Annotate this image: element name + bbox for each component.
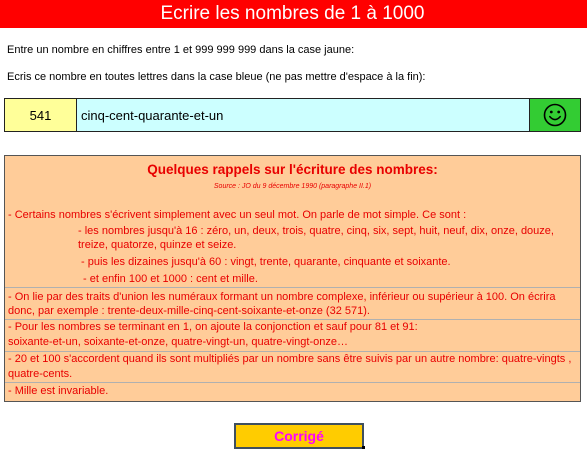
rappel-line: - les nombres jusqu'à 16 : zéro, un, deux, trois, quatre, cinq, six, sept, huit, neuf, dix, onze, douze, <box>78 225 554 237</box>
rappel-divider <box>5 287 580 288</box>
rappels-title: Quelques rappels sur l'écriture des nombres: <box>147 162 438 177</box>
rappel-line: - puis les dizaines jusqu'à 60 : vingt, trente, quarante, cinquante et soixante. <box>81 256 451 268</box>
rappel-line: - Pour les nombres se terminant en 1, on ajoute la conjonction et sauf pour 81 et 91: <box>8 321 418 333</box>
page-title: Ecrire les nombres de 1 à 1000 <box>160 3 425 24</box>
instruction-words: Ecris ce nombre en toutes lettres dans la case bleue (ne pas mettre d'espace à la fin): <box>7 71 426 83</box>
rappel-line: - On lie par des traits d'union les numéraux formant un nombre complexe, inférieur ou supérieur à 100. On écrira <box>8 291 556 303</box>
rappel-line: - Mille est invariable. <box>8 385 109 397</box>
rappel-line: - 20 et 100 s'accordent quand ils sont multipliés par un nombre sans être suivis par un autre nombre: quatre-vingts , <box>8 353 572 365</box>
rappels-source: Source : JO du 9 décembre 1990 (paragraphe II.1) <box>213 183 372 190</box>
button-corner-marker <box>362 446 365 449</box>
words-input[interactable] <box>77 99 530 131</box>
result-indicator <box>530 99 580 131</box>
rappel-line: treize, quatorze, quinze et seize. <box>78 239 237 251</box>
number-input[interactable] <box>5 99 77 131</box>
rappel-line: quatre-cents. <box>8 368 73 380</box>
instruction-number: Entre un nombre en chiffres entre 1 et 999 999 999 dans la case jaune: <box>7 44 355 56</box>
answer-row <box>4 98 581 132</box>
rappel-line: - Certains nombres s'écrivent simplement avec un seul mot. On parle de mot simple. Ce sont : <box>8 209 467 221</box>
rappel-line: donc, par exemple : trente-deux-mille-cinq-cent-soixante-et-onze (32 571). <box>8 305 370 317</box>
rappel-line: - et enfin 100 et 1000 : cent et mille. <box>83 273 258 285</box>
smiley-face-icon <box>543 103 567 127</box>
rappels-panel <box>4 155 581 402</box>
corrige-button[interactable]: Corrigé <box>234 423 364 449</box>
rappel-line: soixante-et-un, soixante-et-onze, quatre-vingt-un, quatre-vingt-onze… <box>8 336 348 348</box>
page-title-bar <box>0 0 587 28</box>
